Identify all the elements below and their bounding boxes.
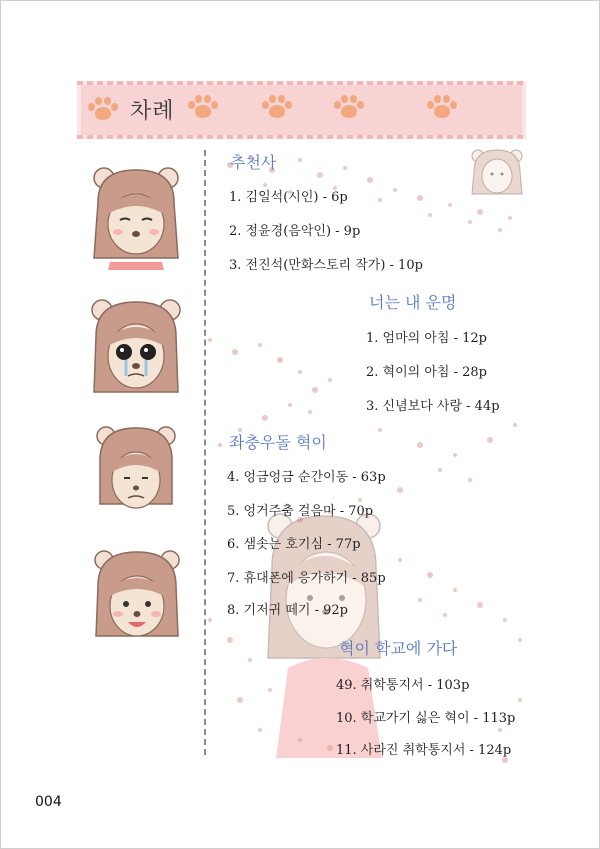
toc-item[interactable]: 6. 샘솟는 호기심 - 77p	[227, 537, 361, 552]
paw-print-icon	[186, 94, 220, 122]
toc-item[interactable]: 1. 엄마의 아침 - 12p	[366, 331, 487, 346]
character-portrait-crying	[86, 292, 186, 402]
paw-print-icon	[86, 96, 120, 124]
toc-item[interactable]: 5. 엉거주춤 걸음마 - 70p	[227, 504, 374, 519]
toc-item[interactable]: 4. 엉금엉금 순간이동 - 63p	[227, 470, 386, 485]
toc-item[interactable]: 8. 기저귀 떼기 - 92p	[227, 603, 348, 618]
character-portrait-happy	[90, 546, 184, 646]
toc-item[interactable]: 1. 김일석(시인) - 6p	[229, 190, 348, 205]
section-heading: 좌충우돌 혁이	[229, 433, 327, 452]
toc-item[interactable]: 3. 전진석(만화스토리 작가) - 10p	[229, 258, 423, 273]
character-portrait-worried	[94, 420, 178, 520]
page-number: 004	[35, 794, 62, 810]
toc-item[interactable]: 11. 사라진 취학통지서 - 124p	[336, 743, 512, 758]
toc-title: 차례	[130, 99, 175, 124]
section-heading: 혁이 학교에 가다	[339, 639, 458, 658]
section-heading: 추천사	[230, 153, 277, 172]
section-heading: 너는 내 운명	[369, 293, 457, 312]
character-sketch-small	[468, 146, 526, 198]
toc-item[interactable]: 49. 취학통지서 - 103p	[336, 678, 470, 693]
paw-print-icon	[260, 94, 294, 122]
toc-item[interactable]: 2. 혁이의 아침 - 28p	[366, 365, 487, 380]
dashed-divider	[204, 150, 206, 755]
toc-item[interactable]: 2. 정윤경(음악인) - 9p	[229, 224, 361, 239]
paw-print-icon	[425, 94, 459, 122]
toc-item[interactable]: 7. 휴대폰에 응가하기 - 85p	[227, 571, 386, 586]
paw-print-icon	[332, 94, 366, 122]
character-portrait-sleepy	[84, 162, 188, 270]
toc-item[interactable]: 10. 학교가기 싫은 혁이 - 113p	[336, 711, 516, 726]
toc-item[interactable]: 3. 신념보다 사랑 - 44p	[366, 399, 500, 414]
